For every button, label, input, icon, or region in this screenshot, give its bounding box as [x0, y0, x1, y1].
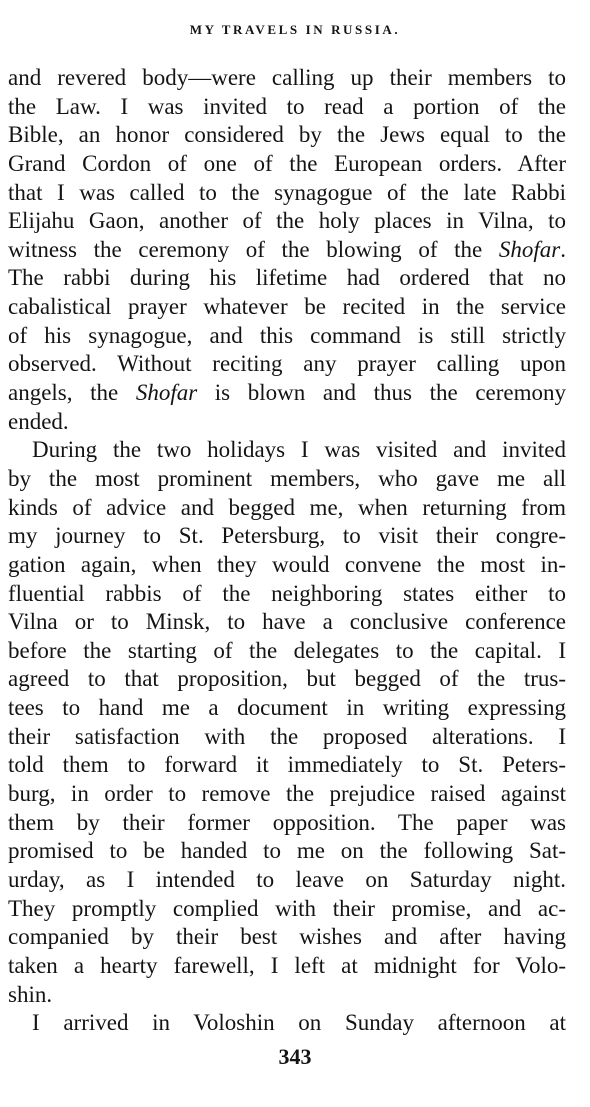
text-line — [8, 665, 566, 694]
text-run: witness the ceremony of the blowing of the — [8, 236, 499, 262]
text-run: the Law. I was invited to read a portion of the — [8, 93, 566, 119]
text-run: Elijahu Gaon, another of the holy places in Vilna, to — [8, 208, 566, 234]
page-number: 343 — [278, 1044, 312, 1069]
text-run: gation again, when they would convene the most in- — [8, 551, 566, 577]
text-line — [8, 264, 566, 293]
text-run: taken a hearty farewell, I left at midnight for Volo- — [8, 952, 566, 978]
text-run: cabalistical prayer whatever be recited in the service — [8, 294, 566, 320]
text-line — [8, 895, 566, 924]
text-line — [8, 150, 566, 179]
text-run: told them to forward it immediately to St. Peters- — [8, 752, 566, 778]
text-run: . — [560, 236, 566, 262]
text-run: The rabbi during his lifetime had ordered that no — [8, 265, 566, 291]
italic-term: Shofar — [498, 236, 561, 262]
text-line — [8, 809, 566, 838]
text-run: observed. Without reciting any prayer calling upon — [8, 351, 566, 377]
text-line — [8, 837, 566, 866]
text-run: ended. — [8, 408, 69, 434]
text-line — [8, 465, 566, 494]
text-line — [8, 580, 566, 609]
text-run: that I was called to the synagogue of the late Rabbi — [8, 179, 566, 205]
text-line — [8, 1009, 566, 1038]
text-line — [8, 179, 566, 208]
text-run: tees to hand me a document in writing expressing — [8, 695, 566, 721]
text-run: their satisfaction with the proposed alterations. I — [8, 723, 566, 749]
paragraph — [8, 436, 566, 1009]
italic-term: Shofar — [135, 380, 198, 406]
text-line — [8, 981, 566, 1010]
text-line — [8, 780, 566, 809]
text-run: of his synagogue, and this command is still strictly — [8, 322, 566, 348]
text-run: urday, as I intended to leave on Saturday night. — [8, 866, 566, 892]
text-line — [8, 93, 566, 122]
text-line — [8, 408, 566, 437]
text-run: is blown and thus the ceremony — [197, 380, 566, 406]
text-run: Grand Cordon of one of the European orders. After — [8, 150, 566, 176]
text-run: I arrived in Voloshin on Sunday afternoon at — [32, 1010, 566, 1036]
text-line — [8, 436, 566, 465]
text-run: angels, the — [8, 380, 136, 406]
text-run: kinds of advice and begged me, when returning from — [8, 494, 566, 520]
text-run: Vilna or to Minsk, to have a conclusive conference — [8, 609, 566, 635]
text-line — [8, 322, 566, 351]
text-line — [8, 121, 566, 150]
body-text — [8, 64, 566, 1038]
text-line — [8, 637, 566, 666]
text-line — [8, 952, 566, 981]
text-line — [8, 723, 566, 752]
text-line — [8, 236, 566, 265]
text-run: Bible, an honor considered by the Jews equal to the — [8, 122, 566, 148]
text-run: During the two holidays I was visited and invited — [32, 437, 566, 463]
text-run: promised to be handed to me on the following Sat- — [8, 838, 566, 864]
text-run: agreed to that proposition, but begged of the trus- — [8, 666, 566, 692]
text-line — [8, 522, 566, 551]
text-line — [8, 293, 566, 322]
text-line — [8, 64, 566, 93]
text-line — [8, 379, 566, 408]
text-line — [8, 608, 566, 637]
paragraph — [8, 64, 566, 436]
paragraph — [8, 1009, 566, 1038]
text-line — [8, 350, 566, 379]
text-line — [8, 207, 566, 236]
text-run: fluential rabbis of the neighboring states either to — [8, 580, 566, 606]
text-run: before the starting of the delegates to the capital. I — [8, 637, 566, 663]
text-run: companied by their best wishes and after having — [8, 924, 566, 950]
text-line — [8, 551, 566, 580]
text-line — [8, 694, 566, 723]
text-run: They promptly complied with their promise, and ac- — [8, 895, 566, 921]
text-run: shin. — [8, 981, 53, 1007]
text-run: them by their former opposition. The paper was — [8, 809, 566, 835]
text-run: by the most prominent members, who gave me all — [8, 465, 566, 491]
text-line — [8, 923, 566, 952]
text-line — [8, 494, 566, 523]
text-line — [8, 866, 566, 895]
text-run: my journey to St. Petersburg, to visit their congre- — [8, 523, 566, 549]
running-head: MY TRAVELS IN RUSSIA. — [189, 22, 401, 37]
text-run: and revered body—were calling up their members to — [8, 65, 566, 90]
text-line — [8, 751, 566, 780]
text-run: burg, in order to remove the prejudice raised against — [8, 781, 566, 807]
